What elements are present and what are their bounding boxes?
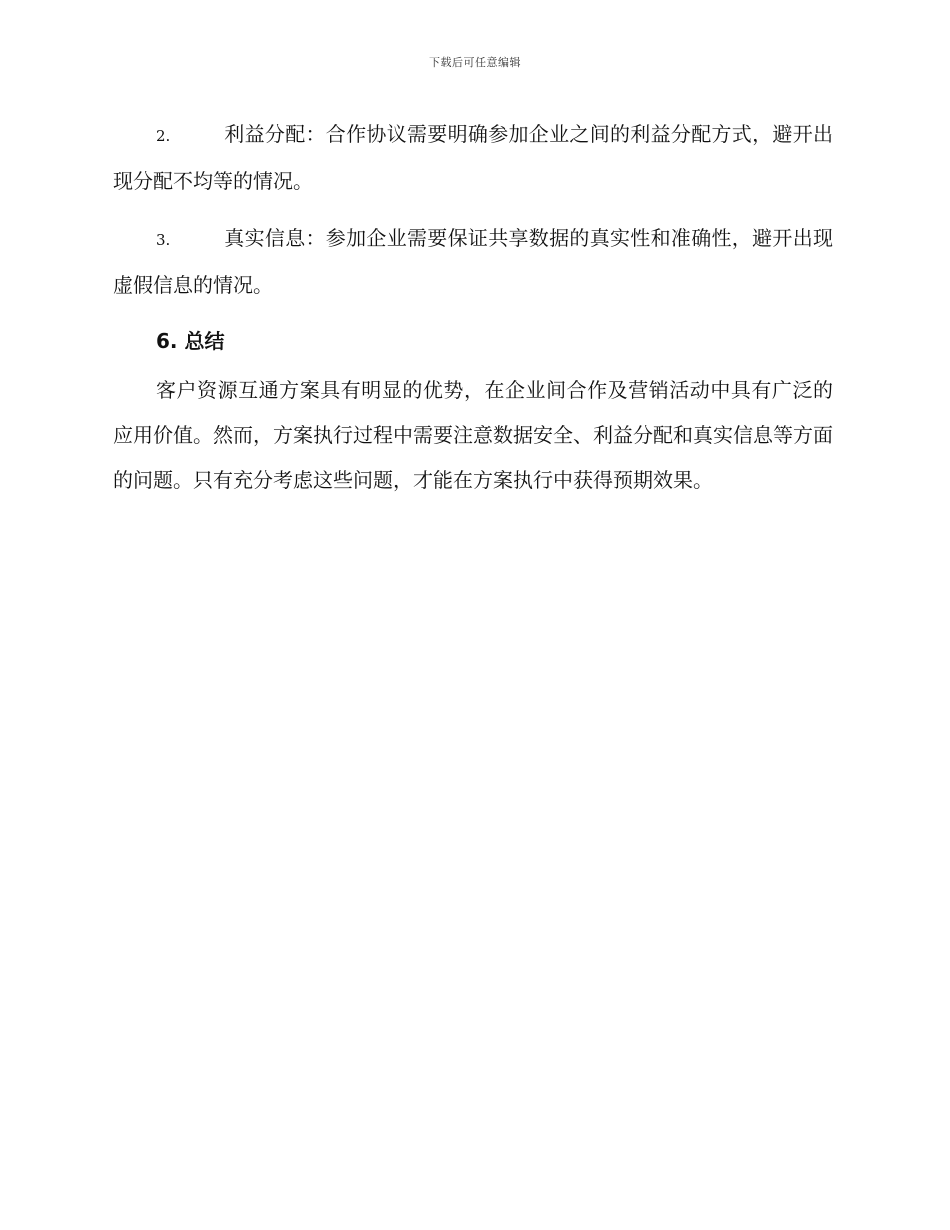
list-item-text: 利益分配：合作协议需要明确参加企业之间的利益分配方式，避开出现分配不均等的情况。 [113,122,833,193]
list-item-number: 2. [156,127,171,145]
section-heading: 6. 总结 [156,329,225,353]
list-item [113,112,833,204]
list-item-number: 3. [156,231,171,249]
document-body [113,112,833,503]
header-note: 下载后可任意编辑 [429,56,521,69]
list-item [113,216,833,308]
summary-paragraph: 客户资源互通方案具有明显的优势，在企业间合作及营销活动中具有广泛的应用价值。然而，方案执行过程中需要注意数据安全、利益分配和真实信息等方面的问题。只有充分考虑这些问题，才能在方案执行中获得预期效果。 [113,378,833,492]
list-item-text: 真实信息：参加企业需要保证共享数据的真实性和准确性，避开出现虚假信息的情况。 [113,226,833,297]
